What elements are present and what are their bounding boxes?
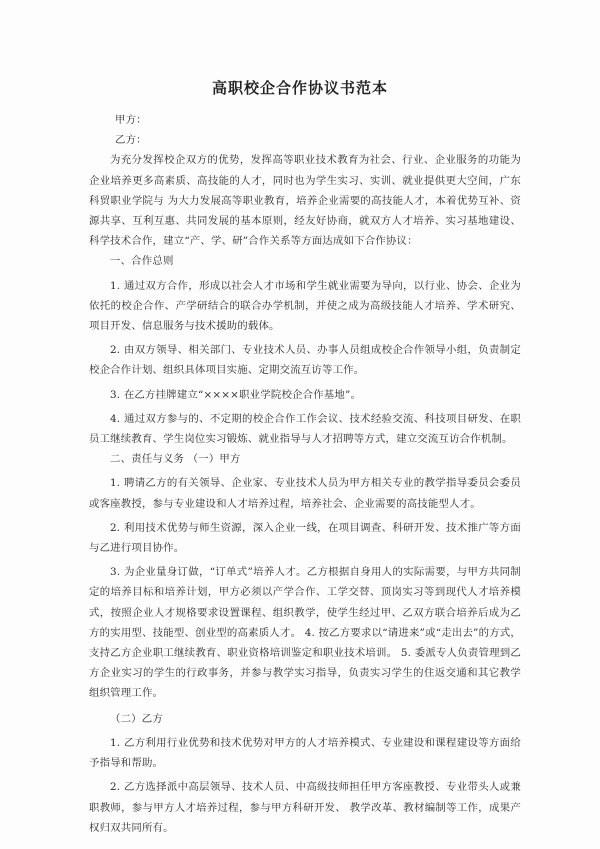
party-a-line: 甲方： [115, 114, 147, 126]
general-item-3: 3. 在乙方挂牌建立“××××职业学院校企合作基地”。 [110, 388, 362, 401]
party-b-heading: （二）乙方 [110, 712, 163, 725]
general-item-1: 1. 通过双方合作，形成以社会人才市场和学生就业需要为导向，以行业、协会、企业为依托的校企合作、产学研结合的联合办学机制，并使之成为高级技能人才培养、学术研究、项目开发、信息服务与技术援助的载体。 [89, 279, 521, 333]
party-a-item-3: 3. 为企业量身订做，“订单式”培养人才。乙方根据自身用人的实际需要，与甲方共同制定的培养目标和培养计划，甲方必须以产学合作、工学交替、顶岗实习等到现代人才培养模式，按照企业人才规格要求设置课程、组织教学，使学生经过甲、乙双方联合培养后成为乙方的实用型、技能型、创业型的高素质人才。 4. 按乙方要求以“请进来”或“走出去”的方式， 支持乙方企业职工继续教育、职业资格培训鉴定和职业技术培训。 5. 委派专人负责管理到乙方企业实习的学生的行政事务，并参与教学实习指导，负责实习学生的住返交通和其它教学组织管理工作。 [89, 566, 521, 700]
document-title: 高职校企合作协议书范本 [211, 79, 388, 97]
party-b-item-1: 1. 乙方利用行业优势和技术优势对甲方的人才培养模式、专业建设和课程建设等方面给予指导和帮助。 [89, 736, 521, 770]
general-item-4: 4. 通过双方参与的、不定期的校企合作工作会议、技术经验交流、科技项目研发、在职员工继续教育、学生岗位实习锻炼、就业指导与人才招聘等方式，建立交流互访合作机制。 [89, 412, 521, 446]
party-b-item-2: 2. 乙方选择派中高层领导、技术人员、中高级技师担任甲方客座教授、专业带头人或兼职教师，参与甲方人才培养过程，参与甲方科研开发、 教学改革、教材编制等工作，成果产权归双共同所有。 [89, 781, 521, 834]
party-b-line: 乙方： [115, 134, 147, 147]
preamble-paragraph: 为充分发挥校企双方的优势，发挥高等职业技术教育为社会、行业、企业服务的功能为企业培养更多高素质、高技能的人才，同时也为学生实习、实训、就业提供更大空间，广东科贸职业学院与 为大力发展高等职业教育，培养企业需要的高技能人才，本着优势互补、资源共享、互利互惠、共同发展的基本原则，经友好协商，就双方人才培养、实习基地建设、科学技术合作，建立“产、学、研”合作关系等方面达成如下合作协议： [89, 154, 521, 248]
document-body [89, 110, 521, 838]
party-a-item-2: 2. 利用技术优势与师生资源，深入企业一线，在项目调查、科研开发、技术推广等方面与乙进行项目协作。 [89, 521, 521, 555]
section-heading-general: 一、合作总则 [110, 255, 174, 268]
general-item-2: 2. 由双方领导、相关部门、专业技术人员、办事人员组成校企合作领导小组，负责制定校企合作计划、组织具体项目实施、定期交流互访等工作。 [89, 344, 521, 377]
section-heading-responsibilities: 二、责任与义务 （一）甲方 [110, 453, 241, 466]
party-a-item-1: 1. 聘请乙方的有关领导、企业家、专业技术人员为甲方相关专业的教学指导委员会委员或客座教授，参与专业建设和人才培养过程，培养社会、企业需要的高技能型人才。 [89, 477, 521, 510]
